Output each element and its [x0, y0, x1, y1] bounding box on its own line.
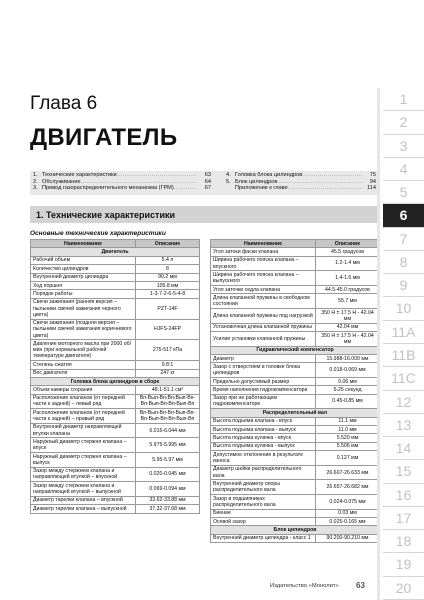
chapter-tabs [383, 88, 424, 600]
spec-name-cell: Внутренний диаметр направляющей втулки клапана [31, 423, 136, 438]
spec-value-cell: 9.8:1 [136, 361, 200, 369]
spec-name-cell: Вес двигателя [31, 369, 136, 377]
table-section-title: Двигатель [31, 248, 200, 256]
spec-name-cell: Высота подъема клапана - впуск [211, 417, 316, 425]
spec-name-cell: Рабочий объем [31, 256, 136, 264]
table-row [31, 496, 200, 504]
spec-value-cell: HJFS-24FP [136, 319, 200, 340]
toc-entry [226, 179, 376, 186]
spec-name-cell: Угол заточки седла клапана [211, 285, 316, 293]
table-section-row [31, 377, 200, 385]
spec-value-cell: 26.657-26.682 мм [316, 480, 380, 495]
toc-entry-number: 3. [33, 185, 38, 192]
table-row [211, 256, 380, 271]
spec-name-cell: Порядок работы [31, 290, 136, 298]
table-row [211, 442, 380, 450]
table-row [31, 290, 200, 298]
chapter-tab-6[interactable]: 6 [383, 204, 424, 227]
toc-leader-dots [81, 179, 197, 186]
spec-name-cell: Наружный диаметр стержня клапана – впуск [31, 438, 136, 453]
chapter-tab-15[interactable]: 15 [383, 460, 424, 483]
spec-value-cell: Вп-Вып-Вп-Вп-Вып-Вп-Вп-Вып-Вп-Вп-Вып-Вп [136, 394, 200, 409]
spec-name-cell: Биение [211, 509, 316, 517]
spec-value-cell: 0.127 мм [316, 451, 380, 466]
table-row [211, 518, 380, 526]
chapter-label: Глава 6 [30, 93, 98, 114]
spec-name-cell: Расположение клапанов (от передней части к задней) – правый ряд [31, 409, 136, 424]
spec-value-cell: 37.32-37.68 мм [136, 505, 200, 513]
table-row [31, 256, 200, 264]
spec-value-cell: 247 кг [136, 369, 200, 377]
toc-entry [226, 172, 376, 179]
spec-name-cell: Предельно допустимый размер [211, 377, 316, 385]
spec-name-cell: Зазор между стержнем клапана и направляющей втулкой – впускной [31, 467, 136, 482]
toc-entry-number: 1. [33, 172, 38, 178]
spec-value-cell: 44.5-45.0 градусов [316, 285, 380, 293]
spec-value-cell: 0.06 мм [316, 377, 380, 385]
tables-heading: Основные технические характеристики [30, 230, 166, 237]
table-row [31, 505, 200, 513]
spec-value-cell: 275-517 кПа [136, 340, 200, 361]
spec-value-cell: 15.988-16.000 мм [316, 354, 380, 362]
table-row [31, 369, 200, 377]
toc-entry-page: 63 [204, 172, 211, 178]
table-row [211, 465, 380, 480]
table-row [211, 534, 380, 542]
spec-value-cell: 350 Н ± 17.5 Н - 42.04 мм [316, 308, 380, 323]
spec-value-cell: 33.62-33.88 мм [136, 496, 200, 504]
spec-value-cell: 11.0 мм [316, 426, 380, 434]
spec-name-cell: Время наполнения гидрокомпенсатора [211, 386, 316, 394]
table-row [31, 482, 200, 497]
spec-name-cell: Длина клапанной пружины в свободном состоянии [211, 294, 316, 309]
column-header-name: Наименование [31, 240, 136, 248]
table-row [211, 377, 380, 385]
spec-name-cell: Диаметр шейки распределительного вала [211, 465, 316, 480]
chapter-tab-8[interactable]: 8 [383, 251, 424, 274]
table-section-row [31, 248, 200, 256]
spec-name-cell: Установочная длина клапанной пружины [211, 323, 316, 331]
spec-value-cell: 5.975-5.995 мм [136, 438, 200, 453]
toc-leader-dots [277, 179, 362, 186]
toc-entry [226, 185, 376, 192]
spec-value-cell: 8 [136, 265, 200, 273]
chapter-contents [30, 171, 380, 195]
toc-right-column [226, 172, 376, 192]
table-row [211, 434, 380, 442]
spec-name-cell: Расположение клапанов (от передней части к задней) – левый ряд [31, 394, 136, 409]
spec-name-cell: Зазор в подшипниках распределительного вала [211, 495, 316, 510]
chapter-tab-5[interactable]: 5 [383, 181, 424, 204]
toc-entry-title: Головка блока цилиндров [235, 172, 303, 178]
spec-value-cell: 5-25 секунд [316, 386, 380, 394]
chapter-tab-11a[interactable]: 11A [383, 321, 424, 344]
spec-value-cell: 48.1-51.1 см³ [136, 386, 200, 394]
chapter-tab-11c[interactable]: 11C [383, 367, 424, 390]
chapter-tab-10[interactable]: 10 [383, 297, 424, 320]
table-section-title: Распределительный вал [211, 409, 380, 417]
spec-name-cell: Высота подъема кулачка - впуск [211, 434, 316, 442]
table-row [211, 294, 380, 309]
spec-name-cell: Внутренний диаметр цилиндра [31, 273, 136, 281]
spec-value-cell: 90.200-90.210 мм [316, 534, 380, 542]
chapter-tab-3[interactable]: 3 [383, 135, 424, 158]
table-section-row [211, 346, 380, 354]
table-section-title: Блок цилиндров [211, 526, 380, 534]
table-row [31, 467, 200, 482]
spec-value-cell: 45.5 градусов [316, 248, 380, 256]
spec-value-cell: 0.020-0.045 мм [136, 467, 200, 482]
spec-value-cell: 0.03 мм [316, 509, 380, 517]
table-row [211, 354, 380, 362]
publisher-footer: Издательство «Монолит» [270, 583, 339, 589]
chapter-tab-1[interactable]: 1 [383, 88, 424, 111]
spec-value-cell: 0.45-0.85 мм [316, 394, 380, 409]
table-section-title: Головка блока цилиндров в сборе [31, 377, 200, 385]
spec-name-cell: Ход поршня [31, 281, 136, 289]
table-row [211, 271, 380, 286]
table-row [31, 453, 200, 468]
page-number: 63 [356, 581, 365, 590]
toc-entry [33, 172, 211, 179]
table-section-row [211, 526, 380, 534]
spec-name-cell: Диаметр тарелки клапана – выпускной [31, 505, 136, 513]
spec-name-cell: Давление моторного масла при 2000 об/мин (при нормальной рабочей температуре двигателя) [31, 340, 136, 361]
spec-value-cell: 26.607-26.633 мм [316, 465, 380, 480]
table-row [31, 409, 200, 424]
spec-name-cell: Усилие установки клапанной пружины [211, 331, 316, 346]
spec-value-cell: 105.8 мм [136, 281, 200, 289]
table-section-row [211, 409, 380, 417]
toc-entry-title: Технические характеристики [42, 172, 117, 178]
toc-entry-page: 94 [369, 178, 376, 185]
spec-name-cell: Зазор с отверстием в головке блока цилиндров [211, 363, 316, 378]
spec-name-cell: Диаметр [211, 354, 316, 362]
chapter-tab-12[interactable]: 12 [383, 391, 424, 414]
spec-name-cell: Свечи зажигания (поздняя версия – пыльники свечей зажигания коричневого цвета) [31, 319, 136, 340]
table-row [31, 319, 200, 340]
spec-name-cell: Степень сжатия [31, 361, 136, 369]
spec-value-cell: 5.506 мм [316, 442, 380, 450]
table-row [211, 394, 380, 409]
table-row [211, 495, 380, 510]
table-row [211, 417, 380, 425]
spec-name-cell: Ширина рабочего пояска клапана – впускного [211, 256, 316, 271]
toc-entry-title: Привод газораспределительного механизма (ГРМ) [42, 185, 174, 192]
spec-name-cell: Диаметр тарелки клапана – впускной [31, 496, 136, 504]
spec-name-cell: Осевой зазор [211, 518, 316, 526]
spec-value-cell: 90.2 мм [136, 273, 200, 281]
spec-name-cell: Ширина рабочего пояска клапана – выпускного [211, 271, 316, 286]
toc-entry-page: 114 [367, 185, 376, 192]
table-row [211, 248, 380, 256]
toc-entry-number: 2. [33, 178, 38, 185]
toc-leader-dots [174, 185, 197, 192]
spec-value-cell: 11.1 мм [316, 417, 380, 425]
toc-entry-number: 5. [226, 178, 231, 185]
table-row [211, 285, 380, 293]
spec-value-cell: 1-3-7-2-6-5-4-8 [136, 290, 200, 298]
chapter-tab-18[interactable]: 18 [383, 530, 424, 553]
specs-table-right [210, 239, 380, 543]
toc-leader-dots [302, 172, 362, 179]
chapter-tab-strip-divider [377, 88, 380, 600]
spec-name-cell: Внутренний диаметр опоры распределительного вала [211, 480, 316, 495]
toc-entry [33, 179, 211, 186]
toc-entry-title: Приложение к главе [235, 185, 288, 192]
chapter-tab-14[interactable]: 14 [383, 437, 424, 460]
table-row [211, 509, 380, 517]
spec-value-cell: 6.015-6.044 мм [136, 423, 200, 438]
chapter-tab-13[interactable]: 13 [383, 414, 424, 437]
spec-name-cell: Зазор между стержнем клапана и направляющей втулкой – выпускной [31, 482, 136, 497]
table-row [31, 265, 200, 273]
spec-name-cell: Высота подъема кулачка - выпуск [211, 442, 316, 450]
column-header-description: Описание [316, 240, 380, 248]
chapter-tab-11b[interactable]: 11B [383, 344, 424, 367]
table-row [31, 361, 200, 369]
spec-name-cell: Высота подъема клапана - выпуск [211, 426, 316, 434]
spec-value-cell: 0.018-0.069 мм [316, 363, 380, 378]
chapter-tab-17[interactable]: 17 [383, 507, 424, 530]
toc-entry-page: 67 [204, 185, 211, 192]
spec-value-cell: 1.2-1.4 мм [316, 256, 380, 271]
spec-name-cell: Количество цилиндров [31, 265, 136, 273]
table-row [31, 281, 200, 289]
chapter-tab-9[interactable]: 9 [383, 274, 424, 297]
spec-name-cell: Угол затоки фаски клапана [211, 248, 316, 256]
spec-value-cell: 0.025-0.165 мм [316, 518, 380, 526]
chapter-title: ДВИГАТЕЛЬ [30, 124, 178, 151]
toc-entry-title: Обслуживание [42, 178, 81, 185]
spec-value-cell: 5.520 мм [316, 434, 380, 442]
spec-value-cell: 1.4-1.6 мм [316, 271, 380, 286]
table-row [211, 386, 380, 394]
spec-name-cell: Свечи зажигания (ранняя версия – пыльники свечей зажигания черного цвета) [31, 298, 136, 319]
table-row [211, 308, 380, 323]
spec-name-cell: Наружный диаметр стержня клапана – выпуск [31, 453, 136, 468]
spec-value-cell: 5.95-5.97 мм [136, 453, 200, 468]
spec-value-cell: 5.4 л [136, 256, 200, 264]
spec-value-cell: 0.069-0.094 мм [136, 482, 200, 497]
toc-leader-dots [117, 172, 197, 179]
spec-name-cell: Длина клапанной пружины под нагрузкой [211, 308, 316, 323]
table-row [211, 451, 380, 466]
chapter-tab-2[interactable]: 2 [383, 111, 424, 134]
table-row [31, 273, 200, 281]
table-row [31, 438, 200, 453]
spec-value-cell: 55.7 мм [316, 294, 380, 309]
toc-leader-dots [288, 185, 362, 192]
table-row [31, 386, 200, 394]
chapter-tab-20[interactable]: 20 [383, 577, 424, 600]
toc-entry-title: Блок цилиндров [235, 178, 278, 185]
table-row [211, 426, 380, 434]
spec-name-cell: Внутренний диаметр цилиндра - класс 1 [211, 534, 316, 542]
toc-entry-number [226, 185, 235, 192]
toc-left-column [33, 172, 211, 192]
table-row [211, 480, 380, 495]
column-header-description: Описание [136, 240, 200, 248]
spec-name-cell: Зазор при не работающем гидрокомпенсаторе [211, 394, 316, 409]
table-row [31, 394, 200, 409]
spec-value-cell: PZT-14F [136, 298, 200, 319]
table-row [31, 340, 200, 361]
spec-value-cell: 0.024-0.075 мм [316, 495, 380, 510]
chapter-tab-7[interactable]: 7 [383, 228, 424, 251]
toc-entry [33, 185, 211, 192]
spec-value-cell: Вп-Вып-Вп-Вп-Вып-Вп-Вп-Вып-Вп-Вп-Вып-Вп [136, 409, 200, 424]
toc-entry-page: 64 [204, 178, 211, 185]
table-row [211, 363, 380, 378]
spec-name-cell: Объем камеры сгорания [31, 386, 136, 394]
spec-value-cell: 350 Н ± 17.5 Н - 42.04 мм [316, 331, 380, 346]
table-row [31, 298, 200, 319]
table-row [211, 331, 380, 346]
chapter-tab-4[interactable]: 4 [383, 158, 424, 181]
chapter-tab-19[interactable]: 19 [383, 553, 424, 576]
specs-table-left [30, 239, 200, 514]
table-section-title: Гидравлический компенсатор [211, 346, 380, 354]
spec-name-cell: Допустимое отклонение в результате износа [211, 451, 316, 466]
column-header-name: Наименование [211, 240, 316, 248]
toc-entry-page: 75 [369, 172, 376, 178]
section-title: 1. Технические характеристики [30, 206, 380, 223]
table-row [211, 323, 380, 331]
spec-value-cell: 42.04 мм [316, 323, 380, 331]
table-row [31, 423, 200, 438]
toc-entry-number: 4. [226, 172, 231, 178]
chapter-tab-16[interactable]: 16 [383, 484, 424, 507]
